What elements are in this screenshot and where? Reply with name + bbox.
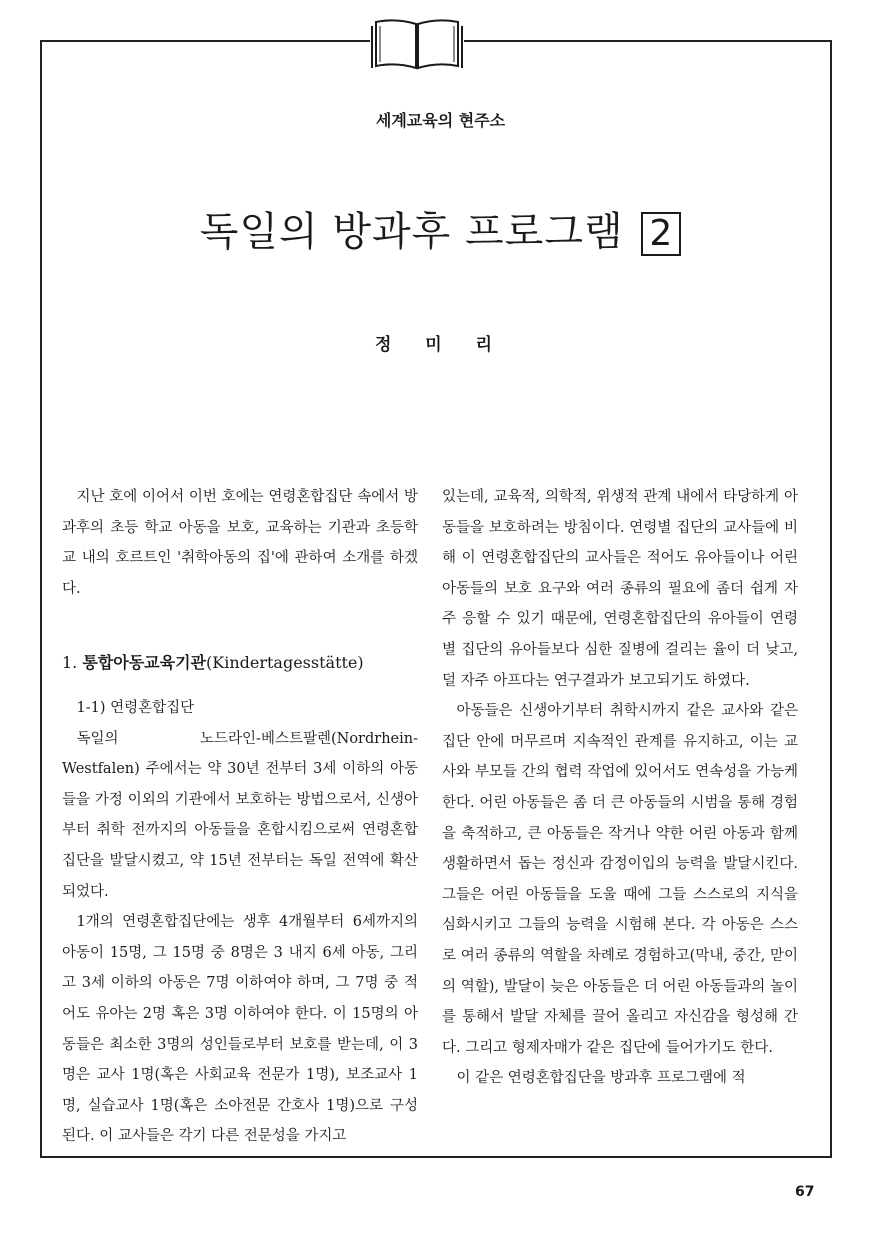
series-label: 세계교육의 현주소 bbox=[375, 111, 506, 130]
body-paragraph: 아동들은 신생아기부터 취학시까지 같은 교사와 같은 집단 안에 머무르며 지속적인 관계를 유지하고, 이는 교사와 부모들 간의 협력 작업에 있어서도 연속성을 가능케 한다. 어린 아동들은 좀 더 큰 아동들의 시범을 통해 경험을 축적하고, 큰 아동들은 작거나 약한 어린 아동과 함께 생활하면서 돕는 정신과 감정이입의 능력을 발달시킨다. 그들은 어린 아동들을 도울 때에 그들 스스로의 지식을 심화시키고 그들의 능력을 시험해 본다. 각 아동은 스스로 여러 종류의 역할을 차례로 경험하고(막내, 중간, 맏이의 역할), 발달이 늦은 아동들은 더 어린 아동들과의 놀이를 통해서 발달 자체를 끌어 올리고 자신감을 형성해 간다. 그리고 형제자매가 같은 집단에 들어가기도 한다. bbox=[442, 703, 798, 1056]
issue-number-box: 2 bbox=[641, 212, 681, 256]
body-paragraph: 있는데, 교육적, 의학적, 위생적 관계 내에서 타당하게 아동들을 보호하려는 방침이다. 연령별 집단의 교사들에 비해 이 연령혼합집단의 교사들은 적어도 유아들이나 어린 아동들의 보호 요구와 여러 종류의 필요에 좀더 쉽게 자주 응할 수 있기 때문에, 연령혼합집단의 유아들이 연령별 집단의 유아들보다 심한 질병에 걸리는 율이 더 낮고, 덜 자주 아프다는 연구결과가 보고되기도 하였다. bbox=[442, 489, 798, 689]
section-heading-german: (Kindertagesstätte) bbox=[206, 653, 364, 673]
body-paragraph: 이 같은 연령혼합집단을 방과후 프로그램에 적 bbox=[456, 1070, 746, 1087]
page-number: 67 bbox=[795, 1184, 815, 1200]
open-book-icon bbox=[370, 18, 464, 70]
subsection-heading: 1-1) 연령혼합집단 bbox=[76, 699, 195, 716]
author-name: 정 미 리 bbox=[374, 335, 507, 355]
body-paragraph: 독일의 노드라인-베스트팔렌(Nordrhein-Westfalen) 주에서는 약 30년 전부터 3세 이하의 아동들을 가정 이외의 기관에서 보호하는 방법으로서, 신생아부터 취학 전까지의 아동들을 혼합시킴으로써 연령혼합집단을 발달시켰고, 약 15년 전부터는 독일 전역에 확산되었다. bbox=[62, 730, 418, 900]
article-title bbox=[0, 200, 881, 257]
right-column bbox=[442, 482, 798, 1094]
section-number: 1. bbox=[62, 653, 78, 673]
section-heading-korean: 통합아동교육기관 bbox=[82, 653, 207, 673]
section-heading bbox=[62, 648, 418, 679]
title-text: 독일의 방과후 프로그램 bbox=[199, 209, 624, 255]
left-column bbox=[62, 482, 418, 1152]
body-paragraph: 1개의 연령혼합집단에는 생후 4개월부터 6세까지의 아동이 15명, 그 15명 중 8명은 3 내지 6세 아동, 그리고 3세 이하의 아동은 7명 이하여야 하며, 그 7명 중 적어도 유아는 2명 혹은 3명 이하여야 한다. 이 15명의 아동들은 최소한 3명의 성인들로부터 보호를 받는데, 이 3명은 교사 1명(혹은 사회교육 전문가 1명), 보조교사 1명, 실습교사 1명(혹은 소아전문 간호사 1명)으로 구성된다. 이 교사들은 각기 다른 전문성을 가지고 bbox=[62, 914, 418, 1145]
intro-paragraph: 지난 호에 이어서 이번 호에는 연령혼합집단 속에서 방과후의 초등 학교 아동을 보호, 교육하는 기관과 초등학교 내의 호르트인 '취학아동의 집'에 관하여 소개를 하겠다. bbox=[62, 489, 418, 597]
